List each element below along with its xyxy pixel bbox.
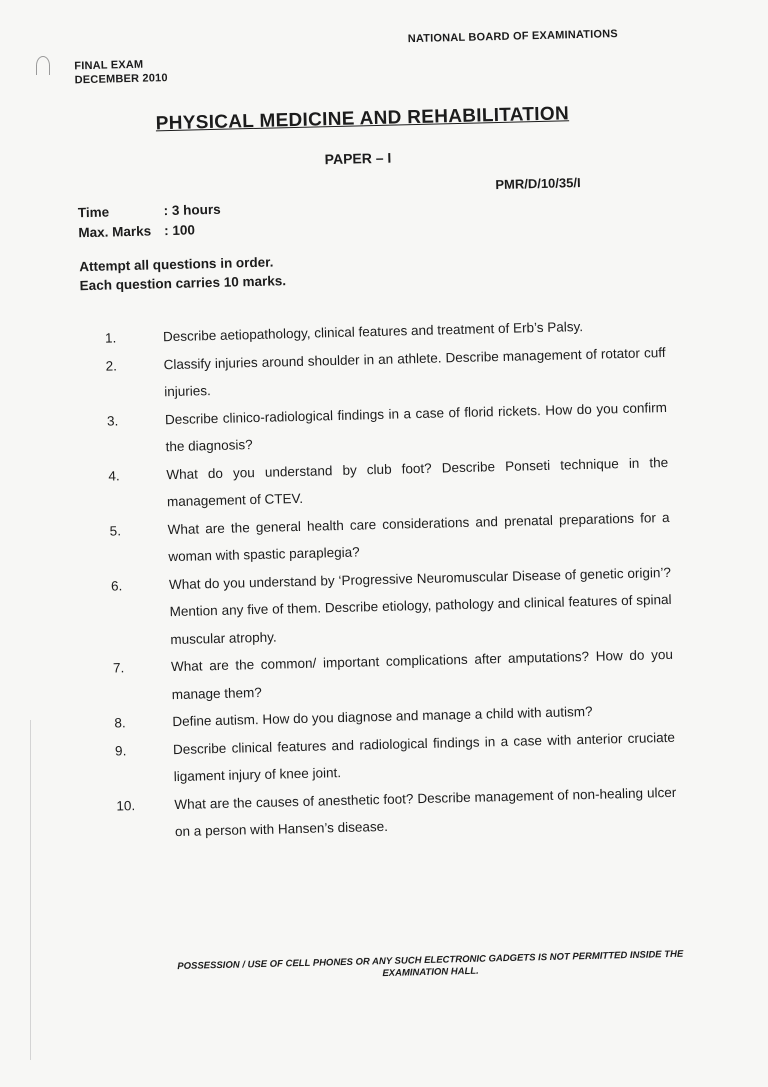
question-number: 8. <box>114 715 126 731</box>
question-number: 6. <box>110 577 123 594</box>
subject-title: PHYSICAL MEDICINE AND REHABILITATION <box>155 103 570 135</box>
question-number: 2. <box>105 357 118 374</box>
question-text: Classify injuries around shoulder in an athlete. Describe management of rotator cuff injuries. <box>163 344 666 400</box>
question-text: Describe aetiopathology, clinical features and treatment of Erb’s Palsy. <box>162 318 584 345</box>
question-text: What do you understand by ‘Progressive Neuromuscular Disease of genetic origin’? Mention any five of them. Describe etiology, pathology and clinical features of spinal muscular atrophy. <box>168 564 672 647</box>
exam-meta <box>78 200 222 243</box>
paper-number: PAPER – I <box>324 149 392 168</box>
time-row <box>78 200 221 223</box>
time-label: Time <box>77 204 110 221</box>
board-name: NATIONAL BOARD OF EXAMINATIONS <box>407 28 618 46</box>
question-text: What are the causes of anesthetic foot? Describe management of non-healing ulcer on a person with Hansen’s disease. <box>174 784 677 840</box>
question-text: Describe clinical features and radiological findings in a case with anterior cruciate ligament injury of knee joint. <box>172 729 676 785</box>
footer-warning: POSSESSION / USE OF CELL PHONES OR ANY SUCH ELECTRONIC GADGETS IS NOT PERMITTED INSIDE THE EXAMINATION HALL. <box>177 948 684 980</box>
instructions <box>79 252 286 295</box>
question-number: 4. <box>108 467 120 484</box>
question-number: 10. <box>116 797 136 814</box>
question-number: 3. <box>106 412 119 429</box>
marks-label: Max. Marks <box>78 223 152 241</box>
question-list <box>105 311 678 847</box>
question-text: What do you understand by club foot? Describe Ponseti technique in the management of CTEV. <box>166 454 669 510</box>
question-number: 5. <box>109 522 122 539</box>
question-number: 1. <box>104 330 117 346</box>
instruction-line: Each question carries 10 marks. <box>79 273 287 294</box>
exam-date: DECEMBER 2010 <box>74 72 168 87</box>
marks-value: : 100 <box>163 222 196 239</box>
question-text: What are the general health care considerations and prenatal preparations for a woman with spastic paraplegia? <box>167 509 670 565</box>
paper-code: PMR/D/10/35/I <box>495 174 581 193</box>
exam-session-block <box>74 57 168 87</box>
question-item <box>111 558 673 654</box>
question-number: 7. <box>112 660 125 676</box>
marks-row <box>78 220 221 243</box>
question-number: 9. <box>114 742 127 759</box>
exam-label: FINAL EXAM <box>74 58 144 73</box>
question-text: Define autism. How do you diagnose and manage a child with autism? <box>172 703 593 730</box>
question-text: What are the common/ important complications after amputations? How do you manage them? <box>170 646 674 702</box>
question-text: Describe clinico-radiological findings in a case of florid rickets. How do you confirm the diagnosis? <box>164 399 668 455</box>
instruction-line: Attempt all questions in order. <box>79 254 274 275</box>
time-value: : 3 hours <box>163 201 221 219</box>
